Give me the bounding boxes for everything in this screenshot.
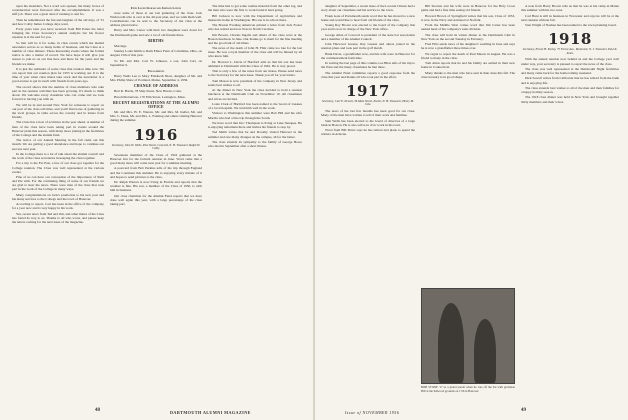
paragraph: Fred Ellis sends news of his daughter's wedding in June and says he is now a grandfather three times over. bbox=[421, 42, 515, 51]
paragraph: Our class chairman for the Alumni Fund reports that we have done well again this year, with a large percentage of the class taking part. bbox=[110, 193, 202, 206]
class-year-heading-1917: 1917 bbox=[346, 81, 390, 100]
paragraph: In writing the last page of this column, Les Bliss tells of his trip to the West and the many classmates he met there. bbox=[321, 61, 415, 70]
paragraph: Many congratulations on Jack's promotion to his new post and his many services to the College and the town of Hanover. bbox=[12, 192, 104, 201]
paragraph: A postcard from Bob Perkins tells of his trip through England and the Continent this summer. He is enjoying every minute of it and hopes to send pictures to the class. bbox=[110, 166, 202, 179]
class-secretary-info: Secretary, Carl E. Newell, 36 Main Street, Exeter, N. H. Treasurer, Henry M. Cole. bbox=[322, 98, 414, 107]
paragraph: Ted Smith writes that he and Dorothy visited Hanover in the summer and saw many changes on the campus, all for the better. bbox=[208, 130, 302, 139]
paragraph: Visitors to Washington this summer were Bob Hill and his wife Martha who had a fine trip through the South. bbox=[208, 111, 302, 120]
paragraph: Mr. and Mrs. H. E. Warren, Mr. and Mrs. M. Keller, Mr. and Mrs. C. Dana, Mr. and Mrs. L. Fanning and others visiting Hanover during the summer. bbox=[110, 110, 202, 123]
page-number-right: 49 bbox=[521, 408, 526, 413]
paragraph: The news of the death of John H. Flint came too late for the last issue. He was a loyal member of the class and will be missed by all who knew him. bbox=[208, 46, 302, 59]
magazine-footer-left: DARTMOUTH ALUMNI MAGAZINE bbox=[170, 410, 251, 415]
right-column-3 bbox=[521, 4, 619, 404]
right-column-2 bbox=[421, 4, 515, 284]
paragraph: Frank Gale of Portsmouth sends word that he has moved to a new home and would like to hear from old friends of the class. bbox=[321, 13, 415, 22]
paragraph: Dr. Howard L. Davis of Hartford tells us that his son has been admitted to Dartmouth with the Class of 1961. He is very proud. bbox=[208, 59, 302, 68]
paragraph: Harry and Mrs. Carter with their two daughters were down for the Dartmouth game and saw a lot of old friends there. bbox=[110, 28, 202, 37]
class-secretary-info: Secretary, John W. Wells, Pine Street, Concord, N. H. Treasurer, Ralph W. Colby. bbox=[111, 142, 201, 151]
page-number-left: 48 bbox=[95, 408, 100, 413]
paragraph: Howard Brown of Springfield writes that his son, Class of 1953, is now in the Navy and stationed at Norfolk. bbox=[421, 13, 515, 22]
paragraph: Forty years later you have received from Bill Potter the letter bringing the Class Secretary's annual analysis but his flower expense is at the end for you. bbox=[12, 27, 104, 40]
births-heading: BIRTHS bbox=[148, 38, 164, 43]
paragraph: The Boston Evening American printed a letter from Jack Foster who has retired and now lives in North Carolina. bbox=[208, 23, 302, 32]
paragraph: Hank Davis, a grandfather now, and his wife were in Hanover for the commencement festivities. bbox=[321, 51, 415, 60]
left-column-2 bbox=[110, 4, 202, 404]
paragraph: Dr. Ralph Warren is now living in Florida and reports that the weather is fine. His son, a member of the Class of 1950, is with him in business. bbox=[110, 180, 202, 193]
person-figure bbox=[438, 303, 464, 383]
paragraph: Marriage bbox=[114, 43, 127, 48]
paragraph: Bill Stevens and his wife were in Hanover for the Holy Cross game and had a fine time seeing old friends. bbox=[421, 4, 515, 13]
paragraph: Carl Hunt is still in business in Worcester and says he will be at the next reunion without fail. bbox=[521, 13, 619, 22]
paragraph: John Harwood Greene, Ray Greene and others joined in the reunion plans and took part in the golf match. bbox=[321, 42, 415, 51]
paragraph: The class extends best wishes to all of the men and their families for a happy holiday season. bbox=[521, 85, 619, 94]
paragraph: Stanley Louis Smith to Ruth Elinor Fenn of Columbus, Ohio, on August 15th of this year. bbox=[110, 49, 202, 58]
paragraph: At the dinner in New York the class decided to hold a reunion luncheon at the Dartmouth Club on November 10. All classmates and wives are invited. bbox=[208, 88, 302, 101]
paragraph: Bert R. Harris, 78 Ship Street, New Haven, Conn. bbox=[114, 89, 182, 94]
paragraph: The class will hold its winter dinner at the Dartmouth Club in New York on the second Tuesday in February. bbox=[421, 32, 515, 41]
photo-caption: BOB STONE '17 as a grand parent when he was off the bat with grandson Bill at the Kilwood grounds on 17th in Hanover. bbox=[421, 385, 515, 393]
paragraph: Dick Sewall writes from California that he has retired from the bank and is enjoying life. bbox=[521, 76, 619, 85]
paragraph: That is only a few of the notes from our mates. Please send news to the Secretary for the next issue. Thank you all for your letters. bbox=[208, 69, 302, 78]
paragraph: were some of those at our last gathering of the class. Jack Wadsworth who is over at the 40-year plan, and we wish them well. Contributions can be sent to the Secretary of the class at the address given below. bbox=[110, 10, 202, 28]
left-column-3 bbox=[208, 4, 302, 404]
paragraph: Sam Wells has been elected to the board of directors of a large bank in Boston. He is also active in civic work in his town. bbox=[321, 118, 415, 127]
paragraph: We have word that Doc Thompson is living at Lake Sunapee. He is enjoying retirement there and invites his friends to stop by. bbox=[208, 120, 302, 130]
paragraph: Word from Bill Davis says he has retired and plans to spend the winters in Arizona. bbox=[321, 128, 415, 137]
paragraph: In the College there is a lot of talk about the alumni council and the work of the class secretaries in keeping the class together. bbox=[12, 151, 104, 160]
paragraph: The 1918 class dinner was held in New York and brought together thirty members and their wives. bbox=[521, 95, 619, 104]
paragraph: Bill Jackson is now with the Department of Agriculture and makes his home in Washington. His son is in school there. bbox=[208, 13, 302, 22]
right-column-1 bbox=[321, 4, 415, 404]
paragraph: Yes, recent news from Ted and Jim, and other mates of the Class has found its way to us. Thanks to all who wrote, and please keep the letters coming for the next issue of the magazine. bbox=[12, 211, 104, 225]
paragraph: Stan Wright of Nashua has been named to the town planning board. bbox=[525, 23, 617, 27]
class-year-heading-1918: 1918 bbox=[548, 30, 592, 49]
paragraph: Fine of us can have our conception of the importance of Rum and Pie with. For the continuing thing of some of our friends we are glad to hear the news. There were men of the class that took part in the work of the College in many ways. bbox=[12, 175, 104, 192]
paragraph: The Alumni Fund committee reports a good response from the class this year and thanks all who took part in the effort. bbox=[321, 70, 415, 79]
magazine-footer-right: Issue of NOVEMBER 1956 bbox=[345, 410, 400, 415]
paragraph: According to report, Carl has been in the office of the company for a year now and is very happy in his work. bbox=[12, 202, 104, 211]
paragraph: To Mr. and Mrs. Carl W. Johnson, a son, John Carl, on September 6. bbox=[110, 58, 202, 67]
paragraph: A note from Harry Brown tells us that he was at his camp in Maine this summer with his two sons. bbox=[521, 4, 619, 13]
paragraph: Many thanks to the men who have sent in their dues this fall. The class treasury is in good shape. bbox=[421, 70, 515, 79]
paragraph: Louis Clark of Hartford has been named to the board of trustees of a local hospital. We wish him well in the work. bbox=[208, 101, 302, 111]
paragraph: The class was well represented at the Dartmouth Night festivities and many came back for the homecoming weekend. bbox=[521, 66, 619, 75]
recent-registrations-heading: RECENT REGISTRATIONS AT THE ALUMNI OFFICE bbox=[113, 100, 199, 109]
paragraph: For a trip to the Far East, a few of our class got together for the College reunion. The Class was well represented at the various events. bbox=[12, 161, 104, 174]
paragraph: We regret to report the death of Paul Mason in August. He was a friend to many in the class. bbox=[421, 51, 515, 60]
paragraph: Harold Robertson, 170 Elm Street, Lexington, Mass. bbox=[114, 94, 186, 99]
paragraph: The class extends its sympathy to the family of George Howe who died in September after a short illness. bbox=[208, 139, 302, 149]
paragraph: The Class has a host of activities in the year ahead. A number of men of the class have been taking part in events around the Hanover plain this season, with many more joining in the festivities of the College and the alumni fund. bbox=[12, 120, 104, 137]
class-year-heading-1916: 1916 bbox=[134, 125, 178, 144]
paragraph: We will be in and around New York for someone to report on our part of the class activities, and you'll find notes of gathering in the local groups, in talks across the country and in letters from friends. bbox=[12, 102, 104, 120]
paragraph: Harry Wells Lee to Mary Elizabeth Shaw, daughter of Mr. and Mrs. Philip Shaw of Portland, Maine, September 4, 1956. bbox=[110, 73, 202, 82]
paragraph: The notice of our Annual Meeting in the fall came out this month. We are getting a good attendance and hope to continue our success next year. bbox=[12, 138, 104, 151]
paragraph: So that will be it for some, in class events which the mailed newsletter serves as so many items of business, and the Class at a number of class dinners. These interesting events where the formal notice is also a matter of record. We have hope it will give you reason to join us on our line here and there for the years and the friends we make. bbox=[12, 40, 104, 66]
left-column-1 bbox=[12, 4, 104, 404]
right-page bbox=[315, 0, 628, 420]
paragraph: Then he remembered the fun and laughter of the old days, of '15 and how Colby James College days went. bbox=[12, 17, 104, 26]
paragraph: From the Middle West comes word that Jim Carter has been named head of his company's sales division. bbox=[421, 23, 515, 32]
left-page bbox=[0, 0, 313, 420]
paragraph: upon his shoulders. Not a word was spoken, but many brows of consideration were furrowed after the accomplishment. It was a stiff job. There was a great deal of running to and fro. bbox=[12, 4, 104, 17]
change-of-address-heading: CHANGE OF ADDRESS bbox=[133, 84, 179, 89]
paragraph: George Allen of Concord is president of the state bar association and a member of the Alumni Council. bbox=[321, 32, 415, 41]
paragraph: Tom Allen reports that he and his family are settled in their new home in Connecticut. bbox=[421, 61, 515, 70]
class-secretary-info: Secretary, Ernest H. Earley, 75 Forest Ave., Montclair, N. J. Treasurer, Paul K. Jones. bbox=[522, 47, 618, 55]
paragraph: The time had to get some routine material from the other log, and the men who were the first to work found it hard going. bbox=[208, 4, 302, 13]
paragraph: daughter of September, a recent issue of the Laconia Citizen had a story about our classmate and his service to the town. bbox=[321, 4, 415, 13]
paragraph: Tom Mason is now president of his company in New Jersey and sends best wishes to all. bbox=[208, 78, 302, 87]
paragraph: Seventeen members of the Class of 1916 gathered at the Hanover Inn for the fortieth reunion in June. Word came that a good many more will come next year for a summer meeting. bbox=[110, 152, 202, 165]
paragraph: Jim Bowen, Charles Ingalls and others of the class were at the Boston luncheon in June. Our thanks go to them for the fine meeting and the good talk of old times. bbox=[208, 32, 302, 45]
paragraph: Young Ray Brown was elected to the board of the company this year and is now in charge of the New York office. bbox=[321, 23, 415, 32]
paragraph: It is just the reminder of some class that reunion time now. We can report that our reunion plan for 1955 is working out. It is the time of year when class mates take stock and the newsletter is a good excuse to get in touch with friends from years ago. bbox=[12, 66, 104, 84]
paragraph: With the annual reunion now behind us and the College year well under way, your secretary is pleased to report the news of the class. bbox=[521, 57, 619, 66]
section-heading: Fenn Lloyd Ingram and Johnson Lavens bbox=[130, 5, 182, 10]
person-figure bbox=[474, 319, 496, 383]
engagements-heading: Engagements bbox=[147, 68, 165, 73]
paragraph: The news of the last few months has been good for our class. Many of the men have written to tell of their work and families. bbox=[321, 109, 415, 118]
class-photo bbox=[421, 288, 515, 384]
paragraph: The record shows that the number of class members who take part in the reunion activities has been growing. It's much to think about. We welcome every classmate who can come and we look forward to having you with us. bbox=[12, 84, 104, 102]
